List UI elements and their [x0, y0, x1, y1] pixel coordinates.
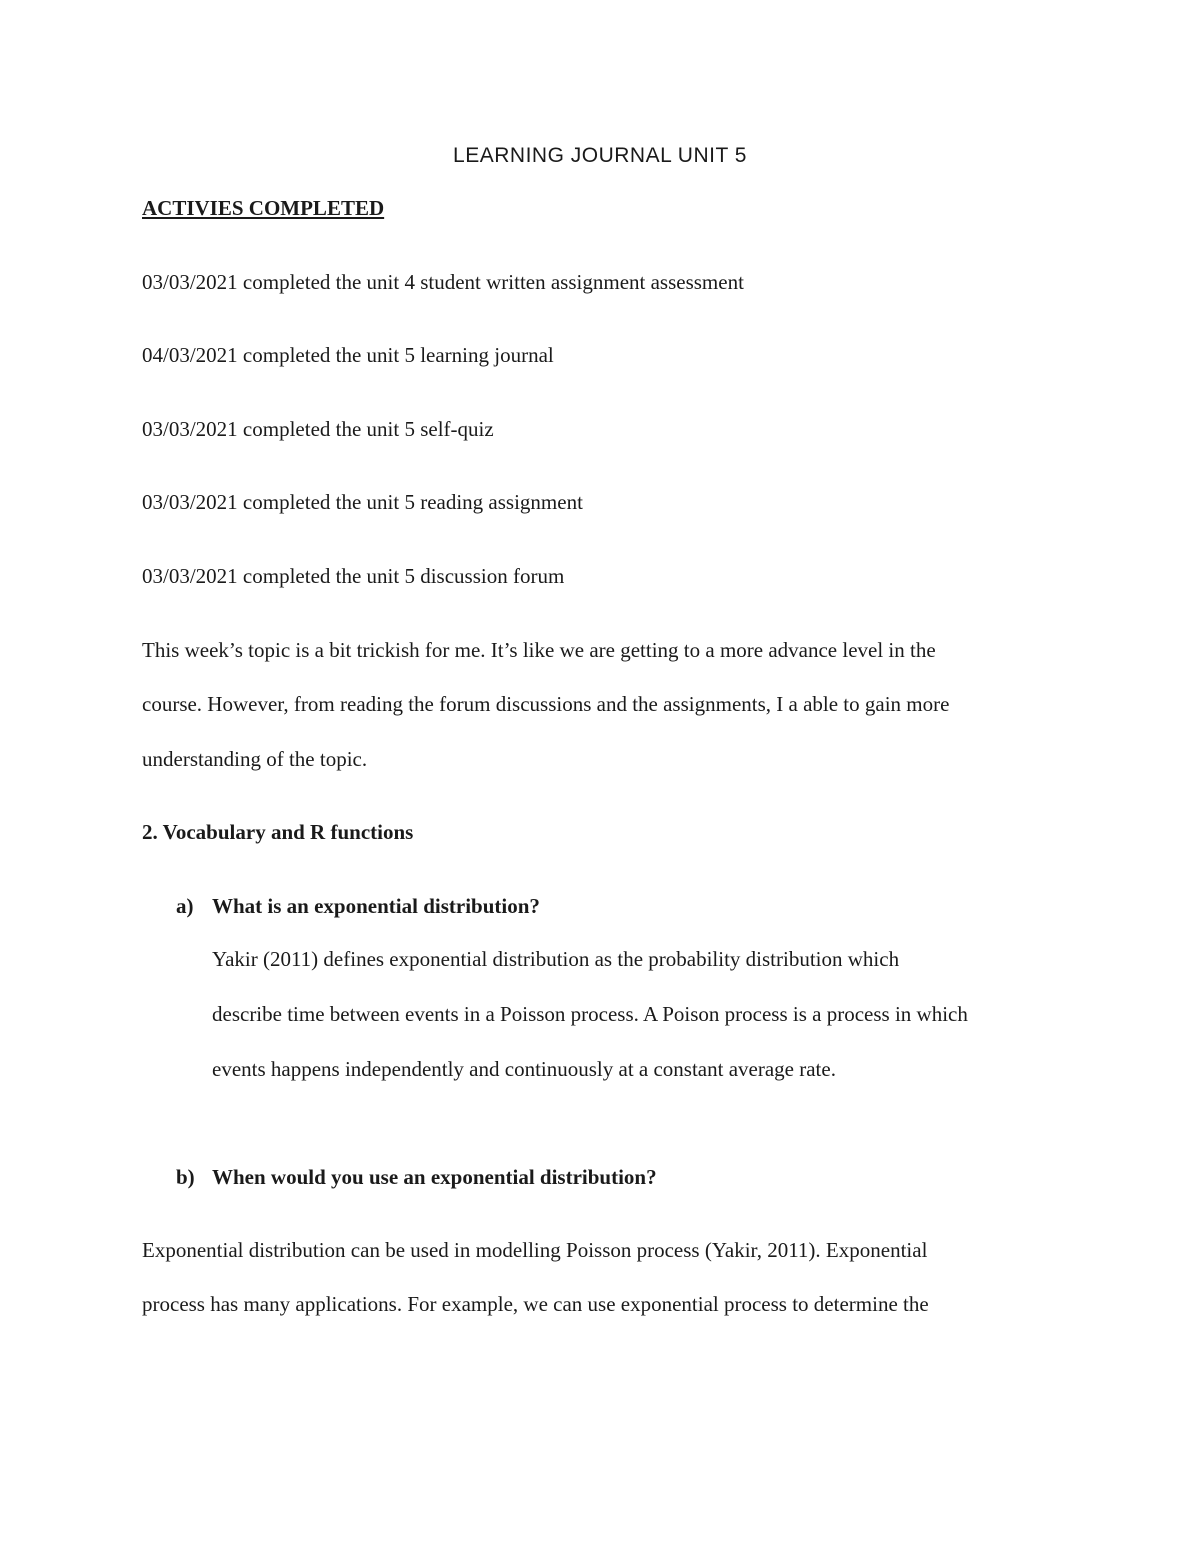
intro-paragraph-line: course. However, from reading the forum discussions and the assignments, I a able to gain more [142, 692, 950, 716]
activity-item: 04/03/2021 completed the unit 5 learning journal [142, 343, 554, 367]
activities-heading: ACTIVIES COMPLETED [142, 196, 385, 220]
answer-a-line: events happens independently and continuously at a constant average rate. [212, 1057, 836, 1081]
answer-b-line: Exponential distribution can be used in modelling Poisson process (Yakir, 2011). Exponential [142, 1238, 928, 1262]
question-b-text: When would you use an exponential distribution? [212, 1165, 657, 1189]
section-heading: 2. Vocabulary and R functions [142, 820, 414, 844]
activity-item: 03/03/2021 completed the unit 5 self-quiz [142, 417, 494, 441]
answer-b-line: process has many applications. For example, we can use exponential process to determine the [142, 1292, 929, 1316]
activity-item: 03/03/2021 completed the unit 5 discussion forum [142, 564, 565, 588]
page-title: LEARNING JOURNAL UNIT 5 [453, 144, 747, 167]
intro-paragraph-line: understanding of the topic. [142, 747, 368, 771]
activity-item: 03/03/2021 completed the unit 4 student written assignment assessment [142, 270, 744, 294]
activity-item: 03/03/2021 completed the unit 5 reading assignment [142, 490, 583, 514]
question-a-text: What is an exponential distribution? [212, 894, 540, 918]
intro-paragraph-line: This week’s topic is a bit trickish for me. It’s like we are getting to a more advance level in the [142, 638, 936, 662]
question-b [176, 1165, 657, 1189]
question-a [176, 894, 540, 918]
answer-a-line: Yakir (2011) defines exponential distribution as the probability distribution which [212, 947, 900, 971]
answer-a-line: describe time between events in a Poisson process. A Poison process is a process in which [212, 1002, 968, 1026]
question-b-marker: b) [176, 1165, 195, 1189]
question-a-marker: a) [176, 894, 194, 918]
